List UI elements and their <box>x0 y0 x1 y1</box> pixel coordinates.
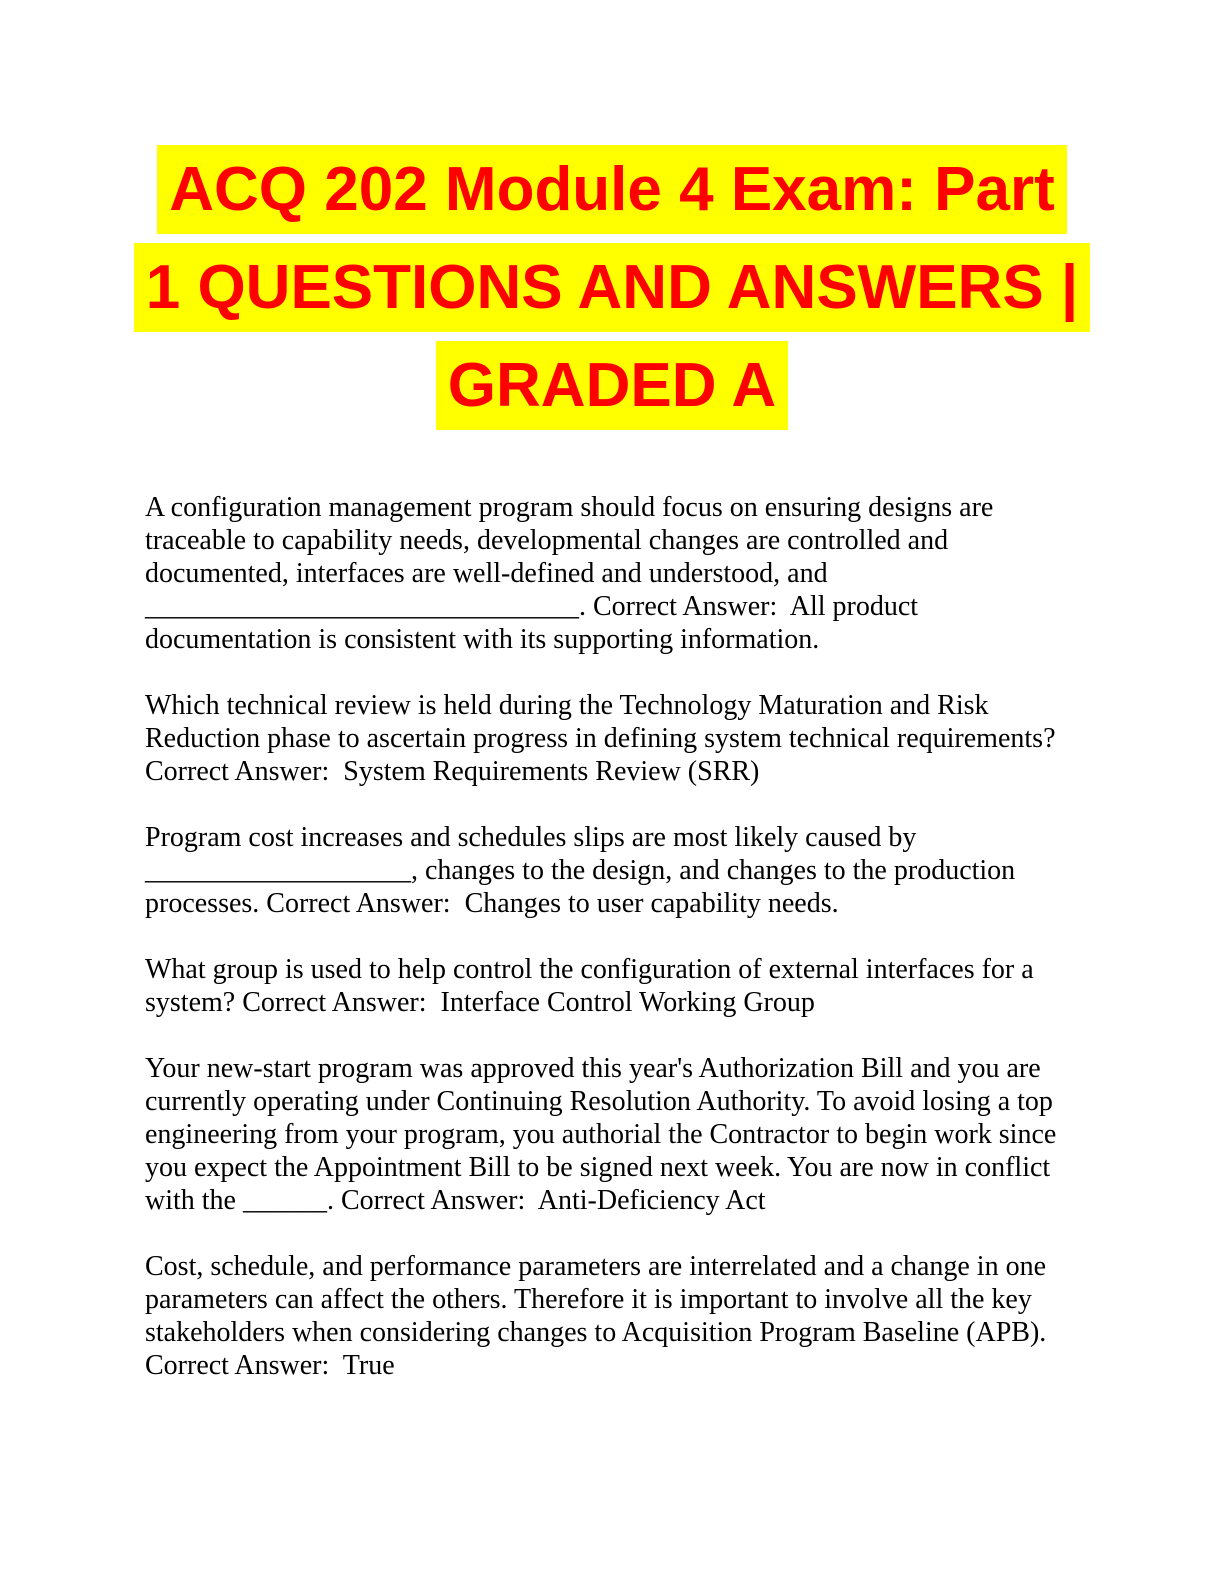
question-text: Cost, schedule, and performance parameters are interrelated and a change in one parameters can affect the others. Therefore it is important to involve all the key stakeholders when considering changes to Acquisition Program Baseline (APB). <box>145 1251 1054 1348</box>
title-line-3-text: GRADED A <box>436 341 788 430</box>
qa-paragraph <box>145 821 1083 920</box>
question-text: Program cost increases and schedules slips are most likely caused by ___________________, changes to the design, and changes to the production processes. <box>145 822 1023 919</box>
title-line-1-text: ACQ 202 Module 4 Exam: Part <box>157 145 1067 234</box>
question-text: A configuration management program should focus on ensuring designs are traceable to capability needs, developmental changes are controlled and documented, interfaces are well-defined and understood, and _______________________________. <box>145 492 1001 622</box>
question-text: Your new-start program was approved this year's Authorization Bill and you are currently operating under Continuing Resolution Authority. To avoid losing a top engineering from your program, you authorial the Contractor to begin work since you expect the Appointment Bill to be signed next week. You are now in conflict with the ______. <box>145 1053 1064 1216</box>
answer-text: Anti-Deficiency Act <box>525 1185 766 1216</box>
qa-list <box>145 491 1083 1382</box>
qa-paragraph <box>145 1250 1083 1382</box>
title-line-3 <box>0 337 1224 435</box>
answer-text: True <box>329 1350 395 1381</box>
document-title <box>0 141 1224 435</box>
answer-label: Correct Answer: <box>593 591 778 622</box>
answer-label: Correct Answer: <box>145 756 330 787</box>
answer-text: All product documentation is consistent with its supporting information. <box>145 591 926 655</box>
qa-paragraph <box>145 491 1083 656</box>
qa-paragraph <box>145 1052 1083 1217</box>
qa-paragraph <box>145 953 1083 1019</box>
answer-label: Correct Answer: <box>266 888 451 919</box>
title-line-2-text: 1 QUESTIONS AND ANSWERS | <box>134 243 1091 332</box>
answer-text: Changes to user capability needs. <box>450 888 839 919</box>
answer-text: Interface Control Working Group <box>426 987 815 1018</box>
question-text: Which technical review is held during the Technology Maturation and Risk Reduction phase to ascertain progress in defining system technical requirements? <box>145 690 1063 754</box>
answer-label: Correct Answer: <box>242 987 427 1018</box>
answer-text: System Requirements Review (SRR) <box>329 756 760 787</box>
answer-label: Correct Answer: <box>341 1185 526 1216</box>
title-line-2 <box>0 239 1224 337</box>
title-line-1 <box>0 141 1224 239</box>
qa-paragraph <box>145 689 1083 788</box>
answer-label: Correct Answer: <box>145 1350 330 1381</box>
question-text: What group is used to help control the configuration of external interfaces for a system? <box>145 954 1041 1018</box>
